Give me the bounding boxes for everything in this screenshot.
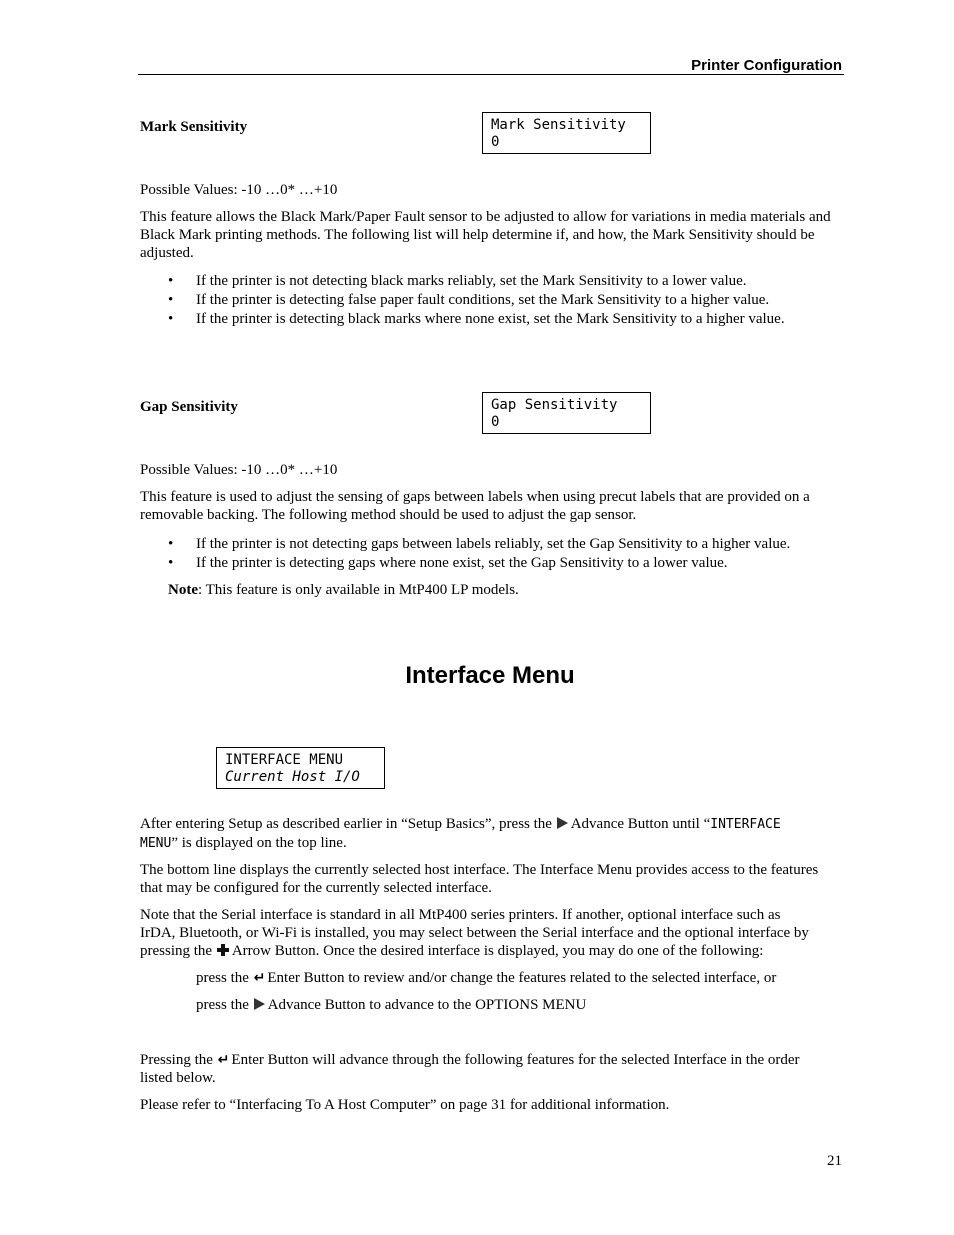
gap-possible-values: Possible Values: -10 …0* …+10 [140, 462, 338, 478]
bullet-icon: • [168, 536, 174, 552]
interface-paragraph-3: Note that the Serial interface is standard in all MtP400 series printers. If another, optional interface such as IrDA, Bluetooth, or Wi-Fi is installed, you may select between the Serial interface and the optional interface by pressing the Arrow Button. Once the desired interface is displayed, you may do one of the following: [140, 907, 809, 959]
header-rule [138, 74, 844, 75]
lcd-line-1: Mark Sensitivity [491, 117, 626, 133]
list-item: • If the printer is not detecting black marks reliably, set the Mark Sensitivity to a lower value. [168, 273, 747, 289]
lcd-line-1: Gap Sensitivity [491, 397, 618, 413]
bullet-icon: • [168, 273, 174, 289]
enter-arrow-icon: ↵ [217, 1052, 230, 1068]
lcd-line-1: INTERFACE MENU [225, 752, 344, 768]
note-label: Note [168, 582, 198, 598]
mark-possible-values: Possible Values: -10 …0* …+10 [140, 182, 338, 198]
gap-description: This feature is used to adjust the sensing of gaps between labels when using precut labels that are provided on a removable backing. The following method should be used to adjust the gap sensor. [140, 489, 810, 523]
interface-paragraph-1: After entering Setup as described earlier in “Setup Basics”, press the Advance Button until “INTERFACE MENU” is displayed on the top line. [140, 816, 781, 851]
list-item: • If the printer is not detecting gaps between labels reliably, set the Gap Sensitivity to a higher value. [168, 536, 791, 552]
interface-paragraph-5: Please refer to “Interfacing To A Host Computer” on page 31 for additional information. [140, 1097, 670, 1113]
lcd-line-2: 0 [491, 134, 500, 150]
note-text: : This feature is only available in MtP400 LP models. [198, 582, 519, 598]
mark-bullet-list [140, 272, 844, 329]
advance-arrow-icon [557, 817, 568, 829]
gap-bullet-list [140, 535, 844, 573]
interface-menu-lcd [216, 747, 385, 789]
option-advance: press the Advance Button to advance to the OPTIONS MENU [196, 997, 587, 1013]
plus-arrow-icon [217, 944, 229, 956]
bullet-icon: • [168, 292, 174, 308]
enter-arrow-icon: ↵ [253, 970, 266, 986]
list-item: • If the printer is detecting false paper fault conditions, set the Mark Sensitivity to a higher value. [168, 292, 770, 308]
bullet-icon: • [168, 555, 174, 571]
mark-description: This feature allows the Black Mark/Paper Fault sensor to be adjusted to allow for variations in media materials and Black Mark printing methods. The following list will help determine if, and how, the Mark Sensitivity should be adjusted. [140, 209, 831, 261]
list-item: • If the printer is detecting gaps where none exist, set the Gap Sensitivity to a lower value. [168, 555, 728, 571]
interface-paragraph-2: The bottom line displays the currently selected host interface. The Interface Menu provides access to the features that may be configured for the currently selected interface. [140, 862, 819, 896]
mark-sensitivity-lcd [482, 112, 651, 154]
list-item: • If the printer is detecting black marks where none exist, set the Mark Sensitivity to a higher value. [168, 311, 785, 327]
section-title-interface-menu: Interface Menu [405, 662, 575, 689]
gap-note [168, 581, 519, 599]
bullet-icon: • [168, 311, 174, 327]
running-header: Printer Configuration [691, 57, 842, 74]
gap-sensitivity-lcd [482, 392, 651, 434]
lcd-line-2: Current Host I/O [225, 769, 360, 785]
advance-arrow-icon [254, 998, 265, 1010]
page-number: 21 [827, 1153, 842, 1169]
lcd-line-2: 0 [491, 414, 500, 430]
option-enter: press the ↵ Enter Button to review and/or change the features related to the selected interface, or [196, 970, 777, 986]
interface-paragraph-4: Pressing the ↵ Enter Button will advance through the following features for the selected Interface in the order listed below. [140, 1052, 800, 1086]
mark-sensitivity-label: Mark Sensitivity [140, 119, 248, 135]
gap-sensitivity-label: Gap Sensitivity [140, 399, 238, 415]
